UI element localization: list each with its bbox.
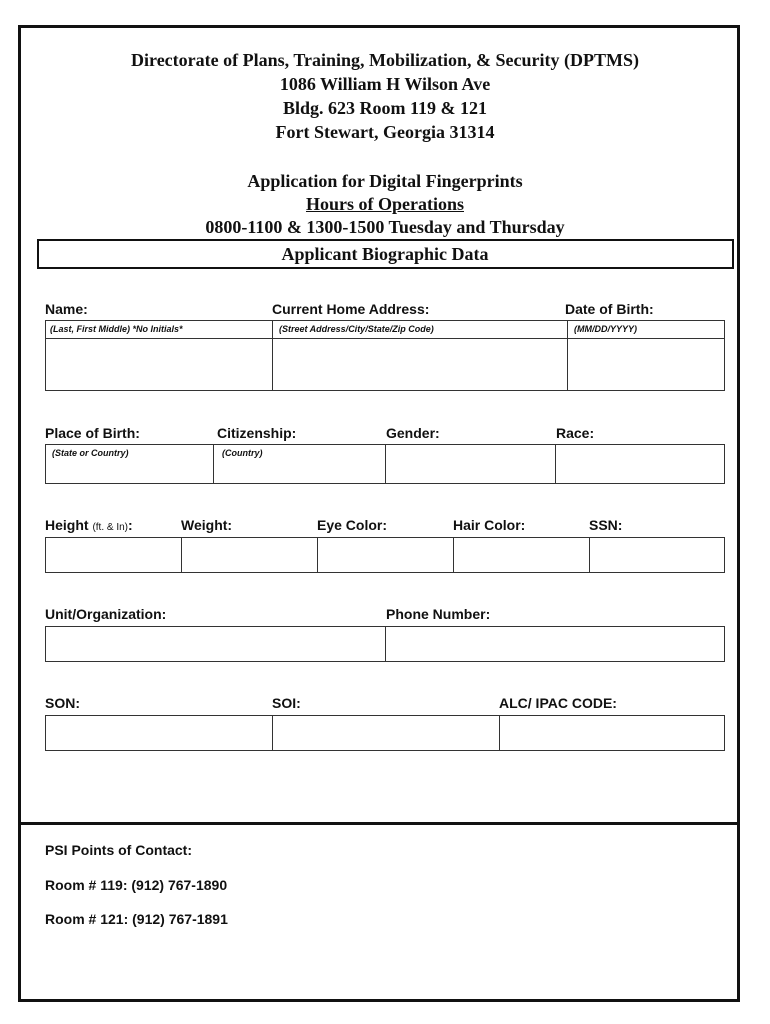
dob-hint: (MM/DD/YYYY) bbox=[574, 324, 637, 334]
son-field[interactable] bbox=[45, 715, 273, 751]
height-colon: : bbox=[128, 517, 133, 533]
unit-field[interactable] bbox=[45, 626, 386, 662]
dob-label: Date of Birth: bbox=[565, 301, 654, 317]
height-unit: (ft. & In) bbox=[92, 522, 129, 533]
soi-field[interactable] bbox=[272, 715, 500, 751]
alc-label: ALC/ IPAC CODE: bbox=[499, 695, 617, 711]
unit-label: Unit/Organization: bbox=[45, 606, 167, 622]
contact-room-119: Room # 119: (912) 767-1890 bbox=[45, 877, 228, 893]
hours-label-wrap bbox=[0, 192, 770, 216]
directorate-line: Directorate of Plans, Training, Mobilization, & Security (DPTMS) bbox=[131, 50, 639, 70]
hours-text: 0800-1100 & 1300-1500 Tuesday and Thursday bbox=[205, 217, 565, 237]
pob-hint: (State or Country) bbox=[52, 448, 129, 458]
eye-color-field[interactable] bbox=[317, 537, 454, 573]
city-line: Fort Stewart, Georgia 31314 bbox=[275, 122, 495, 142]
height-label-wrap bbox=[45, 517, 133, 533]
name-hint: (Last, First Middle) *No Initials* bbox=[50, 324, 183, 334]
alc-field[interactable] bbox=[499, 715, 725, 751]
weight-label: Weight: bbox=[181, 517, 233, 533]
citizenship-label: Citizenship: bbox=[217, 425, 297, 441]
ssn-field[interactable] bbox=[589, 537, 725, 573]
phone-label: Phone Number: bbox=[386, 606, 491, 622]
hours-label: Hours of Operations bbox=[305, 194, 464, 214]
contact-room-121: Room # 121: (912) 767-1891 bbox=[45, 911, 228, 927]
eye-color-label: Eye Color: bbox=[317, 517, 388, 533]
race-label: Race: bbox=[556, 425, 595, 441]
address-label: Current Home Address: bbox=[272, 301, 430, 317]
height-label: Height bbox=[45, 517, 89, 533]
section-title: Applicant Biographic Data bbox=[281, 244, 489, 264]
race-field[interactable] bbox=[555, 444, 725, 484]
citizenship-hint: (Country) bbox=[222, 448, 263, 458]
weight-field[interactable] bbox=[181, 537, 318, 573]
name-label: Name: bbox=[45, 301, 88, 317]
hair-color-field[interactable] bbox=[453, 537, 590, 573]
form-title: Application for Digital Fingerprints bbox=[247, 171, 523, 191]
street-line: 1086 William H Wilson Ave bbox=[279, 74, 491, 94]
soi-label: SOI: bbox=[272, 695, 301, 711]
gender-field[interactable] bbox=[385, 444, 556, 484]
section-divider bbox=[18, 822, 740, 825]
hair-color-label: Hair Color: bbox=[453, 517, 526, 533]
gender-label: Gender: bbox=[386, 425, 440, 441]
height-field[interactable] bbox=[45, 537, 182, 573]
phone-field[interactable] bbox=[385, 626, 725, 662]
ssn-label: SSN: bbox=[589, 517, 623, 533]
hint-divider bbox=[45, 338, 725, 339]
address-hint: (Street Address/City/State/Zip Code) bbox=[279, 324, 434, 334]
son-label: SON: bbox=[45, 695, 80, 711]
pob-label: Place of Birth: bbox=[45, 425, 140, 441]
contacts-title: PSI Points of Contact: bbox=[45, 842, 192, 858]
building-line: Bldg. 623 Room 119 & 121 bbox=[282, 98, 487, 118]
